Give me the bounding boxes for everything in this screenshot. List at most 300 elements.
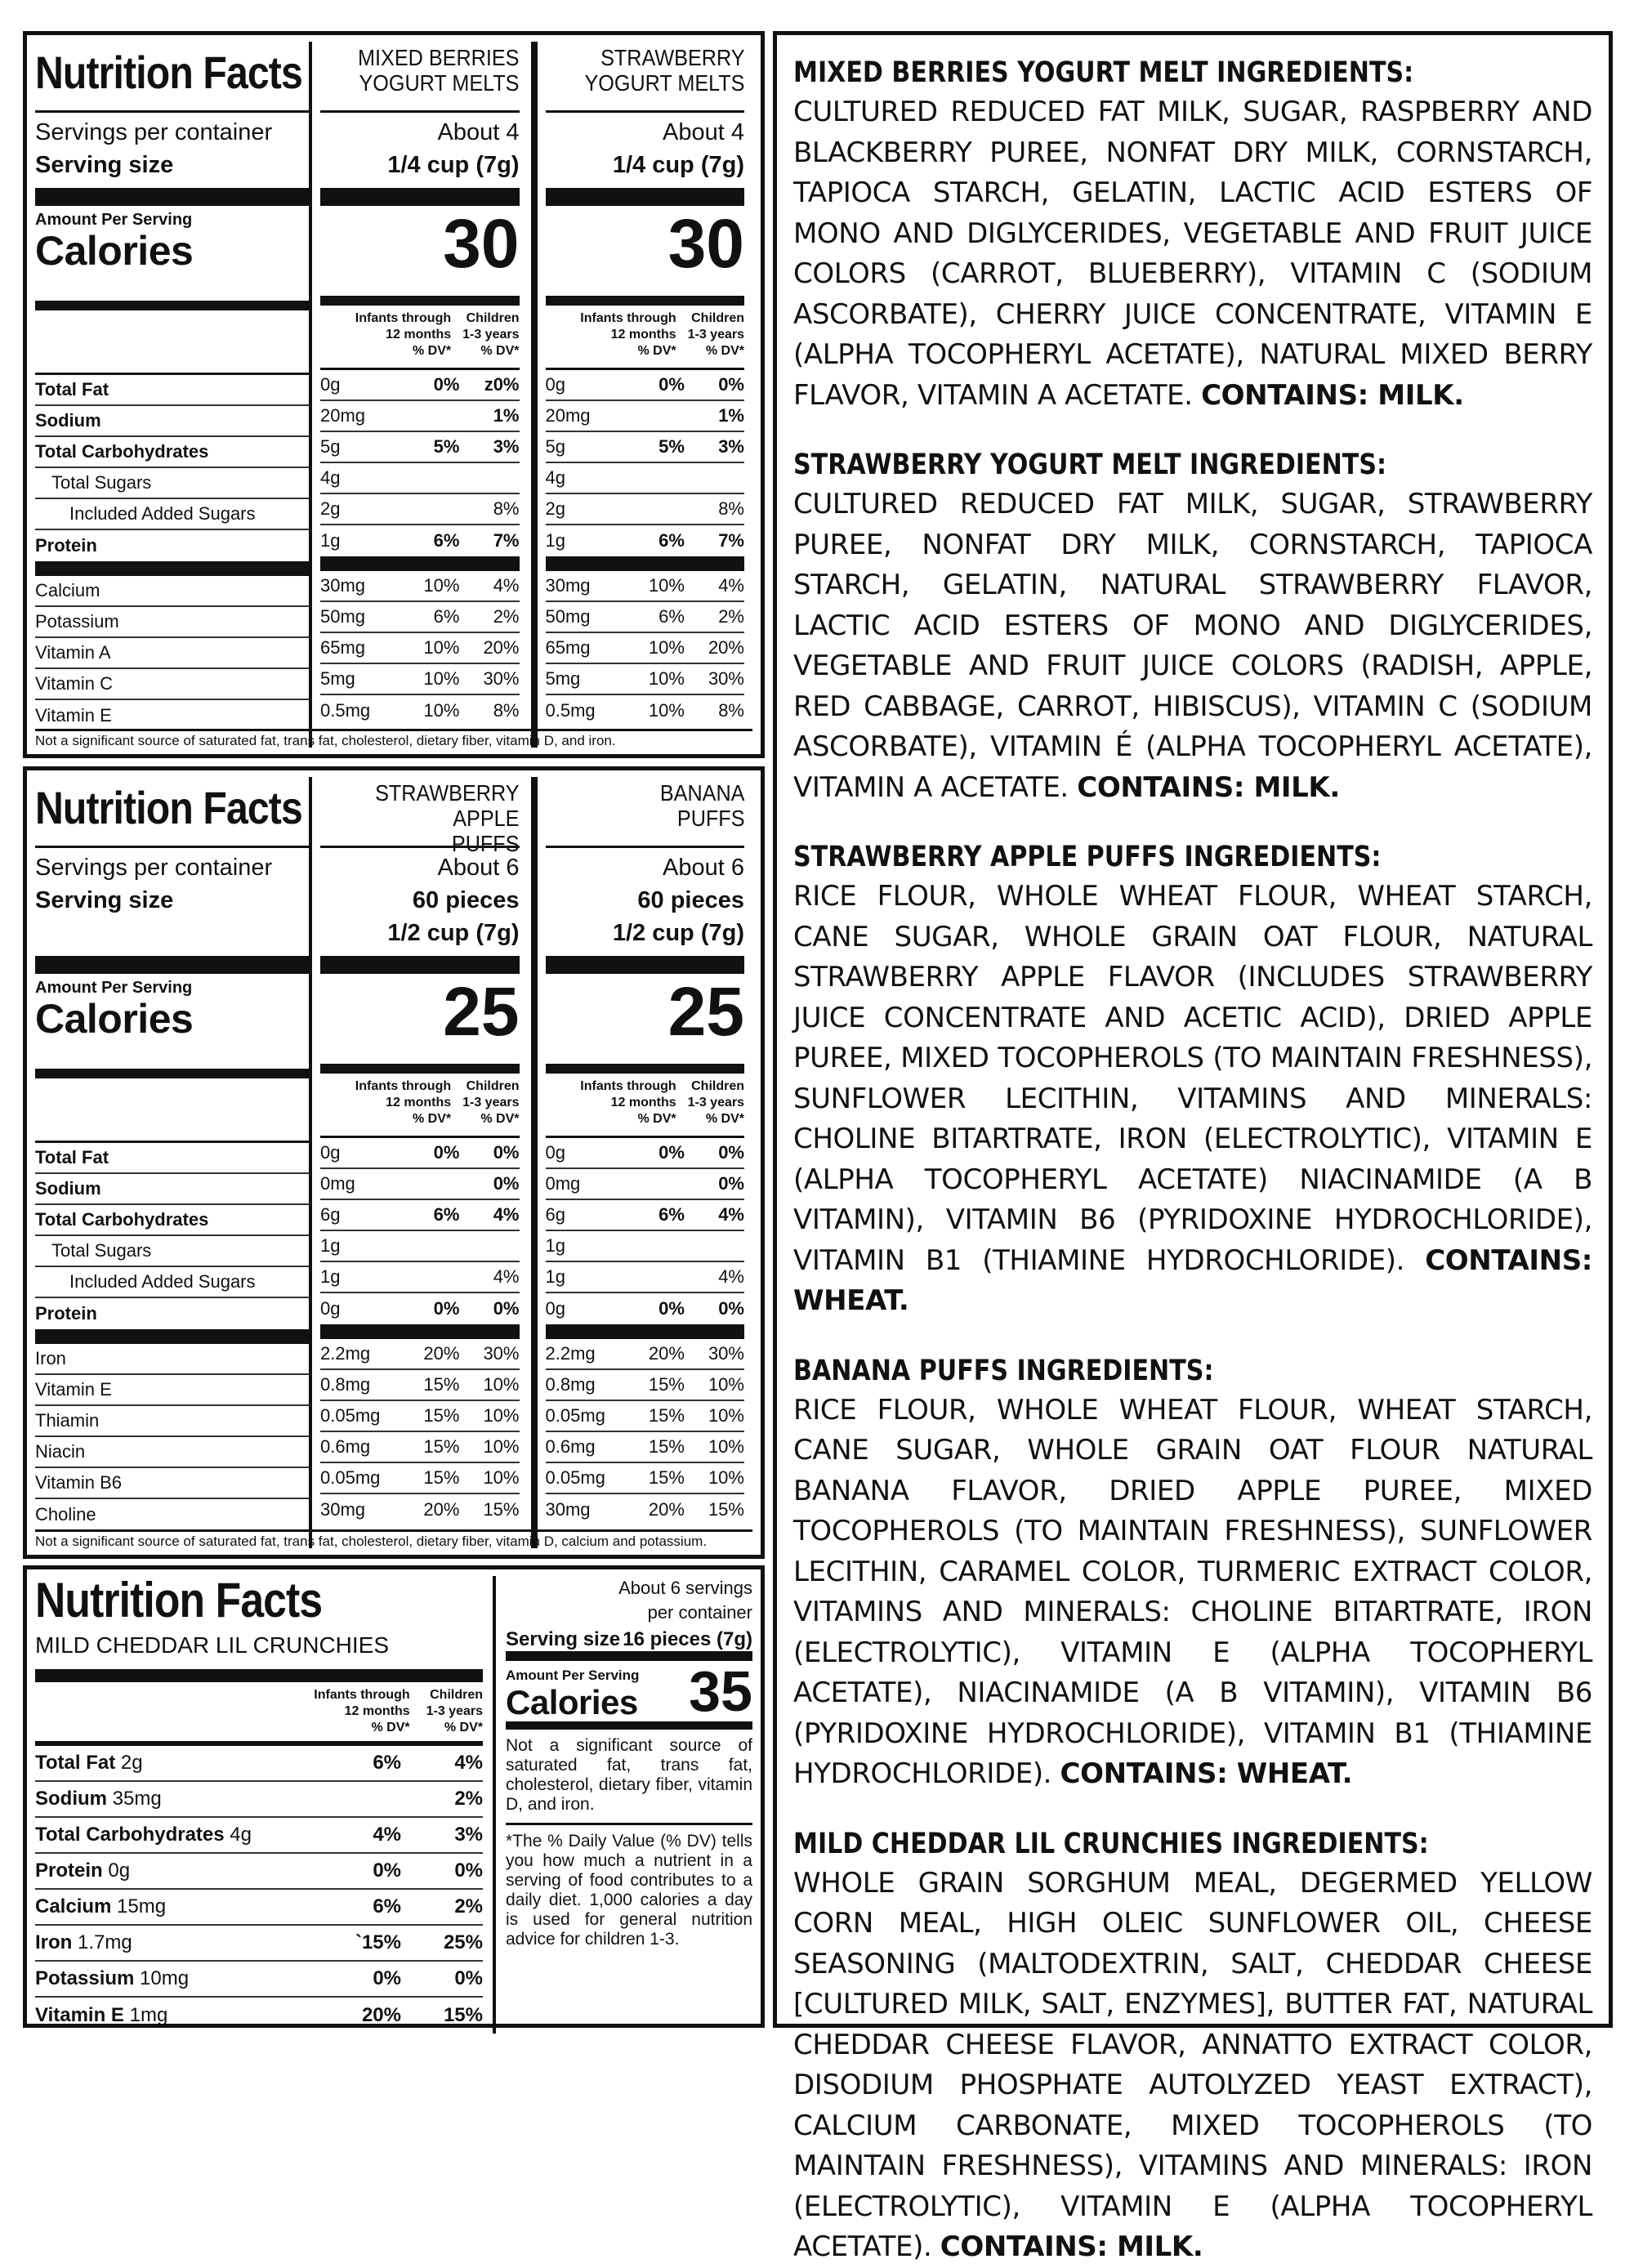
nutrient-row [35, 1962, 483, 1998]
amount-value: 0.05mg [320, 1405, 381, 1426]
dv-infants-value: 10% [423, 668, 460, 689]
dv-children-value: 0% [718, 1298, 744, 1319]
amount-value: 65mg [320, 637, 366, 658]
amount-value: 0.05mg [320, 1467, 381, 1488]
dv-infants-value: 5% [659, 436, 685, 457]
calories-value: 30 [667, 205, 744, 282]
pieces-value: 60 pieces [637, 887, 744, 913]
dv-children-value: z0% [484, 374, 520, 395]
nutrient-row [35, 1818, 483, 1854]
ingredients-heading: STRAWBERRY APPLE PUFFS INGREDIENTS: [793, 841, 1382, 873]
nutrient-list [35, 1143, 309, 1530]
amount-value: 4g [545, 467, 565, 488]
dv-infants-value: 6% [433, 530, 460, 551]
product-column-strawberry [531, 42, 753, 748]
amount-value: 0g [545, 374, 565, 395]
dv-infants-value: 0% [659, 1298, 685, 1319]
amount-per-serving: Amount Per Serving [35, 211, 193, 229]
serving-size-value: 1/2 cup (7g) [387, 920, 520, 946]
nutrient-name: Vitamin E [35, 705, 112, 725]
dv-children-value: 10% [708, 1436, 744, 1457]
dv-infants-value: 6% [659, 1204, 685, 1225]
nutrient-name: Calcium [35, 1895, 112, 1918]
servings-label: Servings per container [35, 855, 273, 881]
ingredients-heading: BANANA PUFFS INGREDIENTS: [793, 1354, 1214, 1387]
nutrient-name: Total Fat [35, 1143, 309, 1174]
product-column-strawberry-apple-puffs [309, 777, 531, 1548]
nutrient-values-row [546, 494, 745, 525]
dv-infants-header: Infants through 12 months % DV* [355, 311, 452, 358]
dv-infants-value: 15% [648, 1436, 685, 1457]
nutrient-name: Vitamin E [35, 1375, 309, 1406]
dv-header [546, 1074, 745, 1136]
serving-size-label: Serving size [35, 887, 174, 913]
nutrient-values-row [546, 1494, 745, 1525]
servings-value: About 4 [663, 119, 744, 145]
dv-infants-value: 0% [433, 1142, 460, 1163]
nutrient-label [35, 2004, 319, 2027]
ingredients-text: CULTURED REDUCED FAT MILK, SUGAR, STRAWBERRY PUREE, NONFAT DRY MILK, CORNSTARCH, TAPIOCA STARCH, GELATIN, NATURAL STRAWBERRY FLAVOR, LACTIC ACID ESTERS OF MONO AND DIGLYCERIDES, VEGETABLE AND FRUIT JUICE COLORS (RADISH, APPLE, RED CABBAGE, CARROT, HIBISCUS), VITAMIN C (SODIUM ASCORBATE), VITAMIN É (ALPHA TOCOPHERYL ACETATE), VITAMIN A ACETATE. CONTAINS: MILK. [793, 488, 1592, 804]
amount-per-serving: Amount Per Serving [506, 1668, 640, 1683]
nutrient-values-row [546, 1339, 745, 1370]
ingredients-heading: MIXED BERRIES YOGURT MELT INGREDIENTS: [793, 56, 1414, 89]
amount-value: 0g [320, 1298, 341, 1319]
nutrient-values-row [546, 1231, 745, 1262]
dv-children-value: 10% [708, 1374, 744, 1395]
amount-value: 0mg [545, 1173, 581, 1194]
dv-children-value: 8% [493, 498, 520, 519]
nutrient-label [35, 1752, 319, 1775]
dv-children-header: Children 1-3 years % DV* [462, 311, 520, 358]
dv-header [320, 1074, 520, 1136]
nutrient-list [35, 375, 309, 731]
amount-value: 20mg [545, 405, 591, 426]
nutrition-facts-panel-cheddar-crunchies [23, 1565, 765, 2028]
amount-value: 6g [545, 1204, 565, 1225]
dv-infants-value: 10% [648, 700, 685, 721]
serving-size-label: Serving size [35, 152, 174, 178]
nutrient-label [35, 1895, 319, 1918]
nutrition-facts-panel-puffs [23, 766, 765, 1559]
dv-children-value: 10% [483, 1405, 520, 1426]
nutrient-label [35, 1824, 319, 1846]
ingredients-mixed-berries [793, 53, 1592, 416]
dv-infants-value: 15% [648, 1374, 685, 1395]
calories-label: Calories [506, 1683, 638, 1721]
nutrient-name: Protein [35, 1303, 97, 1324]
amount-value: 4g [230, 1824, 252, 1846]
nutrient-name: Total Sugars [35, 468, 309, 499]
product-column-banana-puffs [531, 777, 753, 1548]
amount-value: 20mg [320, 405, 366, 426]
dv-infants-value: 4% [373, 1824, 401, 1846]
nutrient-values-row [546, 525, 745, 556]
ingredients-heading: STRAWBERRY YOGURT MELT INGREDIENTS: [793, 449, 1387, 481]
amount-value: 1g [320, 1235, 341, 1256]
serving-size-row [506, 1628, 752, 1661]
nutrient-values-row [320, 1262, 520, 1293]
dv-infants-value: 0% [373, 1967, 401, 1989]
dv-children-header: Children 1-3 years % DV* [462, 1079, 520, 1126]
nutrient-name: Total Carbohydrates [35, 1824, 225, 1846]
nutrient-name: Protein [35, 1859, 103, 1882]
nutrient-name: Calcium [35, 576, 309, 607]
dv-children-value: 4% [454, 1752, 483, 1774]
nutrient-values-row [546, 633, 745, 664]
dv-children-value: 15% [483, 1499, 520, 1520]
dv-infants-value: 6% [659, 606, 685, 627]
pieces-value: 60 pieces [412, 887, 520, 913]
nutrient-name: Vitamin B6 [35, 1468, 309, 1499]
calories-value: 35 [689, 1659, 752, 1723]
amount-value: 35mg [112, 1788, 162, 1810]
serving-size-value: 16 pieces (7g) [623, 1628, 752, 1650]
dv-children-value: 20% [483, 637, 520, 658]
allergen-statement: CONTAINS: MILK. [940, 2230, 1203, 2263]
product-name: STRAWBERRY YOGURT MELTS [583, 45, 744, 96]
dv-infants-value: 15% [648, 1405, 685, 1426]
nutrient-name: Iron [35, 1344, 309, 1375]
dv-children-value: 4% [718, 1204, 744, 1225]
nutrient-label [35, 1859, 319, 1882]
ingredients-strawberry-apple-puffs [793, 837, 1592, 1322]
calories-value: 30 [443, 205, 520, 282]
allergen-statement: CONTAINS: MILK. [1201, 378, 1464, 412]
nutrient-label [35, 1967, 319, 1990]
nutrient-name: Sodium [35, 1788, 107, 1810]
nutrient-values-row [320, 602, 520, 633]
dv-children-value: 25% [443, 1931, 483, 1953]
dv-infants-value: 10% [648, 637, 685, 658]
nutrient-values-row [320, 1293, 520, 1324]
nutrient-row [35, 1890, 483, 1926]
amount-value: 0.5mg [320, 700, 371, 721]
amount-value: 30mg [320, 575, 366, 596]
dv-children-value: 1% [718, 405, 744, 426]
nutrient-values-row [320, 401, 520, 432]
dv-children-value: 4% [493, 1204, 520, 1225]
dv-children-value: 2% [454, 1895, 483, 1918]
product-name: MILD CHEDDAR LIL CRUNCHIES [35, 1632, 390, 1658]
nutrient-rows [35, 1746, 483, 2034]
amount-value: 5mg [545, 668, 581, 689]
dv-children-header: Children 1-3 years % DV* [687, 311, 744, 358]
nutrient-name: Included Added Sugars [35, 1267, 309, 1298]
serving-size-value: 1/4 cup (7g) [612, 152, 744, 178]
nutrient-values-row [546, 370, 745, 401]
nutrient-values-row [320, 1339, 520, 1370]
servings-value: About 4 [437, 119, 520, 145]
amount-per-serving: Amount Per Serving [35, 979, 193, 997]
dv-children-value: 0% [493, 1142, 520, 1163]
dv-infants-value: 6% [659, 530, 685, 551]
dv-infants-header: Infants through 12 months % DV* [355, 1079, 452, 1126]
nutrient-values-row [320, 1370, 520, 1401]
nutrient-values-row [546, 463, 745, 494]
calories-label: Calories [35, 228, 194, 274]
nutrient-values-row [320, 1169, 520, 1200]
amount-value: 0.05mg [545, 1467, 605, 1488]
dv-infants-value: 0% [433, 374, 460, 395]
amount-value: 2g [120, 1752, 143, 1774]
dv-children-value: 2% [718, 606, 744, 627]
nutrient-values-row [320, 432, 520, 463]
nutrient-name: Sodium [35, 406, 309, 437]
nutrient-label [35, 1931, 319, 1954]
nutrient-name: Iron [35, 1931, 73, 1953]
amount-value: 30mg [545, 575, 591, 596]
amount-value: 0.8mg [320, 1374, 371, 1395]
dv-infants-value: 15% [423, 1405, 460, 1426]
dv-children-value: 15% [443, 2004, 483, 2026]
nutrient-values-row [320, 494, 520, 525]
not-significant-note: Not a significant source of saturated fat, trans fat, cholesterol, dietary fiber, vitamin D, and iron. [506, 1730, 752, 1825]
nutrient-values-row [546, 1138, 745, 1169]
amount-value: 0g [545, 1142, 565, 1163]
dv-children-value: 3% [454, 1824, 483, 1846]
ingredients-banana-puffs [793, 1351, 1592, 1795]
nutrient-values-row [546, 1463, 745, 1494]
dv-infants-value: 20% [648, 1343, 685, 1364]
amount-value: 2.2mg [320, 1343, 371, 1364]
nutrient-name: Included Added Sugars [35, 499, 309, 530]
ingredients-strawberry-melt [793, 445, 1592, 808]
amount-value: 0g [545, 1298, 565, 1319]
amount-value: 50mg [320, 606, 366, 627]
dv-header [35, 1682, 483, 1741]
dv-children-value: 2% [493, 606, 520, 627]
dv-children-value: 15% [708, 1499, 744, 1520]
dv-children-value: 10% [483, 1436, 520, 1457]
dv-children-value: 7% [718, 530, 744, 551]
dv-children-value: 0% [718, 1173, 744, 1194]
dv-children-value: 0% [454, 1859, 483, 1882]
dv-children-header: Children 1-3 years % DV* [426, 1688, 483, 1734]
dv-infants-value: 6% [373, 1895, 401, 1918]
value-rows [546, 1138, 745, 1525]
dv-children-value: 3% [493, 436, 520, 457]
dv-infants-value: 10% [423, 700, 460, 721]
serving-size-label: Serving size [506, 1628, 621, 1650]
dv-children-value: 0% [718, 1142, 744, 1163]
nutrient-values-row [320, 370, 520, 401]
nutrient-values-row [320, 1231, 520, 1262]
amount-value: 0g [320, 374, 341, 395]
dv-infants-value: 10% [648, 668, 685, 689]
nutrient-values-row [546, 571, 745, 602]
dv-children-value: 30% [483, 1343, 520, 1364]
dv-children-value: 0% [493, 1173, 520, 1194]
dv-infants-header: Infants through 12 months % DV* [580, 311, 676, 358]
amount-value: 6g [320, 1204, 341, 1225]
ingredients-text: RICE FLOUR, WHOLE WHEAT FLOUR, WHEAT STARCH, CANE SUGAR, WHOLE GRAIN OAT FLOUR, NATURAL STRAWBERRY APPLE FLAVOR (INCLUDES STRAWBERRY JUICE CONCENTRATE AND ACETIC ACID), DRIED APPLE PUREE, MIXED TOCOPHEROLS (TO MAINTAIN FRESHNESS), SUNFLOWER LECITHIN, VITAMINS AND MINERALS: CHOLINE BITARTRATE, IRON (ELECTROLYTIC), VITAMIN E (ALPHA TOCOPHERYL ACETATE) NIACINAMIDE (A B VITAMIN), VITAMIN B6 (PYRIDOXINE HYDROCHLORIDE), VITAMIN B1 (THIAMINE HYDROCHLORIDE). CONTAINS: WHEAT. [793, 880, 1592, 1317]
serving-info-column [493, 1576, 752, 2034]
dv-header [546, 306, 745, 368]
dv-children-value: 10% [708, 1467, 744, 1488]
amount-value: 5g [320, 436, 341, 457]
nutrient-values-row [546, 401, 745, 432]
dv-infants-value: 10% [423, 637, 460, 658]
amount-value: 0.05mg [545, 1405, 605, 1426]
serving-size-value: 1/4 cup (7g) [387, 152, 520, 178]
nutrient-name: Vitamin C [35, 669, 309, 700]
amount-value: 0.5mg [545, 700, 596, 721]
dv-infants-value: 20% [361, 2004, 401, 2026]
amount-value: 4g [320, 467, 341, 488]
amount-value: 2.2mg [545, 1343, 596, 1364]
nutrient-values-row [546, 1401, 745, 1432]
dv-infants-value: 0% [433, 1298, 460, 1319]
amount-value: 1g [545, 530, 565, 551]
nutrient-values-row [546, 1169, 745, 1200]
calories-row [506, 1661, 752, 1730]
nutrition-facts-title: Nutrition Facts [35, 1573, 323, 1627]
footnote: Not a significant source of saturated fat, trans fat, cholesterol, dietary fiber, vitamin D, calcium and potassium. [35, 1529, 752, 1550]
dv-infants-value: 20% [423, 1343, 460, 1364]
nutrient-values-row [546, 1200, 745, 1231]
dv-infants-value: 15% [423, 1436, 460, 1457]
dv-children-value: 0% [454, 1967, 483, 1989]
dv-children-value: 20% [708, 637, 744, 658]
dv-children-header: Children 1-3 years % DV* [687, 1079, 744, 1126]
amount-value: 15mg [117, 1895, 167, 1918]
footnote: Not a significant source of saturated fat, trans fat, cholesterol, dietary fiber, vitamin D, and iron. [35, 729, 752, 749]
servings-value: About 6 servings per container [618, 1578, 752, 1623]
serving-size-value: 1/2 cup (7g) [612, 920, 744, 946]
nutrient-name: Total Carbohydrates [35, 1205, 309, 1236]
dv-children-value: 3% [718, 436, 744, 457]
dv-infants-value: 6% [433, 1204, 460, 1225]
nutrient-values-row [546, 602, 745, 633]
nutrient-name: Vitamin A [35, 638, 309, 669]
amount-value: 0mg [320, 1173, 355, 1194]
dv-children-value: 10% [483, 1467, 520, 1488]
dv-infants-value: 5% [433, 436, 460, 457]
dv-children-value: 4% [718, 575, 744, 596]
amount-value: 30mg [320, 1499, 366, 1520]
nutrient-name: Total Fat [35, 1752, 116, 1774]
nutrient-label-column [35, 777, 309, 1548]
dv-infants-value: 6% [433, 606, 460, 627]
nutrient-values-row [546, 1293, 745, 1324]
nutrient-values-row [546, 1262, 745, 1293]
nutrient-name: Sodium [35, 1174, 309, 1205]
ingredients-text: RICE FLOUR, WHOLE WHEAT FLOUR, WHEAT STARCH, CANE SUGAR, WHOLE GRAIN OAT FLOUR NATURAL BANANA FLAVOR, DRIED APPLE PUREE, MIXED TOCOPHEROLS (TO MAINTAIN FRESHNESS), SUNFLOWER LECITHIN, CARAMEL COLOR, TURMERIC EXTRACT COLOR, VITAMINS AND MINERALS: CHOLINE BITARTRATE, IRON (ELECTROLYTIC), VITAMIN E (ALPHA TOCOPHERYL ACETATE), NIACINAMIDE (A B VITAMIN), VITAMIN B6 (PYRIDOXINE HYDROCHLORIDE), VITAMIN B1 (THIAMINE HYDROCHLORIDE). CONTAINS: WHEAT. [793, 1393, 1592, 1790]
dv-infants-value: 20% [648, 1499, 685, 1520]
dv-children-value: 0% [493, 1298, 520, 1319]
calories-value: 25 [443, 973, 520, 1050]
servings-label: Servings per container [35, 119, 273, 145]
dv-infants-value: 10% [648, 575, 685, 596]
servings-value: About 6 [437, 855, 520, 881]
dv-infants-header: Infants through 12 months % DV* [314, 1688, 410, 1734]
dv-children-value: 7% [493, 530, 520, 551]
nutrient-name: Thiamin [35, 1406, 309, 1437]
dv-header [320, 306, 520, 368]
amount-value: 0.6mg [545, 1436, 596, 1457]
nutrient-values-row [320, 695, 520, 726]
ingredients-text: WHOLE GRAIN SORGHUM MEAL, DEGERMED YELLOW CORN MEAL, HIGH OLEIC SUNFLOWER OIL, CHEESE SEASONING (MALTODEXTRIN, SALT, CHEDDAR CHEESE [CULTURED MILK, SALT, ENZYMES], BUTTER FAT, NATURAL CHEDDAR CHEESE FLAVOR, ANNATTO EXTRACT COLOR, DISODIUM PHOSPHATE AUTOLYZED YEAST EXTRACT), CALCIUM CARBONATE, MIXED TOCOPHEROLS (TO MAINTAIN FRESHNESS), VITAMINS AND MINERALS: IRON (ELECTROLYTIC), VITAMIN E (ALPHA TOCOPHERYL ACETATE). CONTAINS: MILK. [793, 1866, 1592, 2263]
nutrient-values-row [546, 432, 745, 463]
nutrient-values-row [320, 633, 520, 664]
dv-children-value: 4% [718, 1266, 744, 1287]
amount-value: 1g [320, 530, 341, 551]
nutrient-values-row [320, 1200, 520, 1231]
dv-children-value: 30% [708, 668, 744, 689]
nutrient-name: Vitamin E [35, 2004, 124, 2026]
amount-value: 1g [320, 1266, 341, 1287]
amount-value: 5mg [320, 668, 355, 689]
allergen-statement: CONTAINS: WHEAT. [793, 1243, 1592, 1317]
amount-value: 1.7mg [78, 1931, 132, 1953]
product-name: BANANA PUFFS [659, 780, 744, 831]
dv-children-value: 8% [718, 498, 744, 519]
dv-children-value: 8% [718, 700, 744, 721]
amount-value: 1g [545, 1266, 565, 1287]
nutrient-label-column [35, 42, 309, 748]
calories-value: 25 [667, 973, 744, 1050]
dv-children-value: 30% [483, 668, 520, 689]
dv-children-value: 4% [493, 575, 520, 596]
nutrient-name: Potassium [35, 1967, 135, 1989]
nutrient-table [35, 1573, 493, 2034]
nutrient-values-row [320, 525, 520, 556]
amount-value: 0g [108, 1859, 131, 1882]
nutrient-row [35, 1782, 483, 1818]
nutrient-name: Niacin [35, 1437, 309, 1468]
dv-infants-value: 0% [659, 1142, 685, 1163]
allergen-statement: CONTAINS: WHEAT. [1060, 1757, 1353, 1790]
dv-children-value: 8% [493, 700, 520, 721]
ingredients-cheddar-crunchies [793, 1824, 1592, 2268]
nutrient-name: Total Sugars [35, 1236, 309, 1267]
dv-infants-value: 15% [423, 1467, 460, 1488]
amount-value: 2g [320, 498, 341, 519]
value-rows [546, 370, 745, 726]
dv-children-value: 10% [483, 1374, 520, 1395]
ingredients-panel [773, 31, 1613, 2263]
dv-children-value: 0% [718, 374, 744, 395]
nutrient-values-row [546, 664, 745, 695]
dv-infants-value: `15% [355, 1931, 401, 1953]
dv-infants-header: Infants through 12 months % DV* [580, 1079, 676, 1126]
dv-infants-value: 20% [423, 1499, 460, 1520]
amount-value: 30mg [545, 1499, 591, 1520]
amount-value: 0.6mg [320, 1436, 371, 1457]
nutrient-values-row [546, 1370, 745, 1401]
nutrient-values-row [320, 1463, 520, 1494]
nutrient-name: Total Carbohydrates [35, 437, 309, 468]
nutrient-row [35, 1746, 483, 1782]
product-column-mixed-berries [309, 42, 531, 748]
nutrient-values-row [320, 1432, 520, 1463]
nutrient-values-row [320, 1401, 520, 1432]
servings-value: About 6 [663, 855, 744, 881]
nutrient-name: Potassium [35, 607, 309, 638]
dv-infants-value: 10% [423, 575, 460, 596]
nutrient-values-row [320, 1494, 520, 1525]
dv-infants-value: 0% [373, 1859, 401, 1882]
dv-children-value: 2% [454, 1788, 483, 1810]
amount-value: 10mg [140, 1967, 190, 1989]
amount-value: 0.8mg [545, 1374, 596, 1395]
dv-infants-value: 15% [648, 1467, 685, 1488]
nutrition-facts-panel-yogurt-melts [23, 31, 765, 758]
product-name: MIXED BERRIES YOGURT MELTS [358, 45, 520, 96]
nutrient-name: Choline [35, 1504, 96, 1525]
dv-infants-value: 0% [659, 374, 685, 395]
value-rows [320, 1138, 520, 1525]
